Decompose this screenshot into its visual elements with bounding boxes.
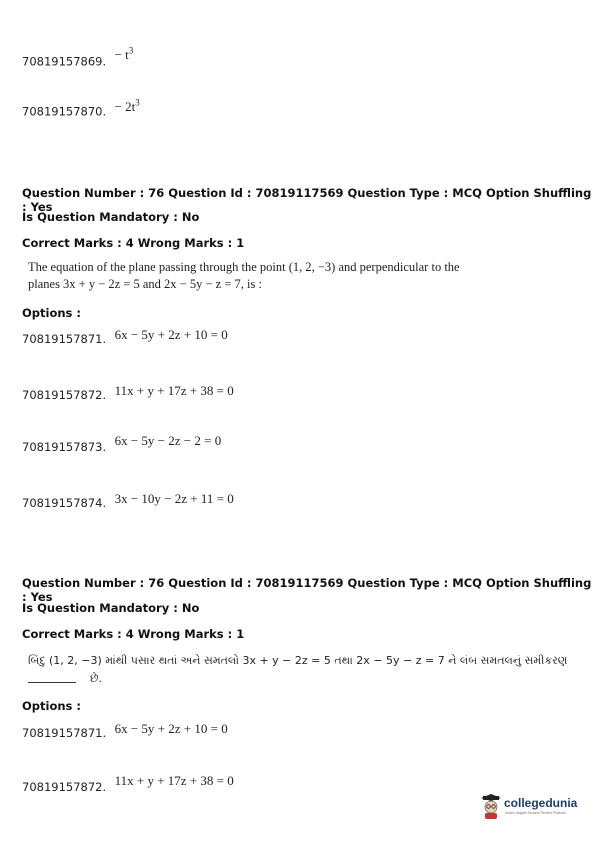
- collegedunia-logo: [480, 792, 580, 822]
- option-id: 70819157871.: [22, 332, 107, 346]
- question-header: Question Number : 76 Question Id : 70819117569 Question Type : MCQ Option Shuffling : Yes: [22, 186, 592, 214]
- option-row: [22, 721, 228, 742]
- option-id: 70819157872.: [22, 388, 107, 402]
- option-row: [22, 433, 222, 456]
- question-text-line: બિંદુ (1, 2, −3) માંથી પસાર થતાં અને સમતલો 3x + y − 2z = 5 તથા 2x − 5y − z = 7 ને લંબ સમતલનું સમીકરણ: [28, 654, 568, 667]
- option-expression: 11x + y + 17z + 38 = 0: [114, 773, 234, 788]
- question-text-line: planes 3x + y − 2z = 5 and 2x − 5y − z = 7, is :: [28, 277, 262, 291]
- options-label: Options :: [22, 306, 81, 320]
- option-row: [22, 327, 228, 348]
- option-expression: − t3: [114, 46, 134, 63]
- option-expression: 6x − 5y + 2z + 10 = 0: [114, 327, 228, 342]
- question-marks: Correct Marks : 4 Wrong Marks : 1: [22, 627, 245, 641]
- mascot-icon: [480, 794, 502, 820]
- answer-blank: [28, 682, 76, 683]
- option-row: [22, 491, 234, 512]
- options-label: Options :: [22, 699, 81, 713]
- option-expression: 6x − 5y − 2z − 2 = 0: [114, 433, 222, 448]
- question-mandatory: Is Question Mandatory : No: [22, 601, 200, 615]
- question-mandatory: Is Question Mandatory : No: [22, 210, 200, 224]
- option-id: 70819157871.: [22, 726, 107, 740]
- option-id: 70819157872.: [22, 780, 107, 794]
- question-text-line: છે.: [90, 672, 102, 685]
- question-text-line: The equation of the plane passing through the point (1, 2, −3) and perpendicular to the: [28, 260, 460, 274]
- option-expression: − 2t3: [114, 98, 140, 115]
- option-expression: 6x − 5y + 2z + 10 = 0: [114, 721, 228, 736]
- option-id: 70819157873.: [22, 440, 107, 454]
- option-id: 70819157870.: [22, 104, 107, 119]
- option-expression: 3x − 10y − 2z + 11 = 0: [114, 491, 234, 506]
- question-marks: Correct Marks : 4 Wrong Marks : 1: [22, 236, 245, 250]
- logo-tagline: India's largest Student Review Platform: [505, 811, 566, 815]
- option-id: 70819157869.: [22, 54, 107, 69]
- option-row: [22, 98, 140, 120]
- option-id: 70819157874.: [22, 496, 107, 510]
- option-row: [22, 383, 234, 404]
- question-header: Question Number : 76 Question Id : 70819117569 Question Type : MCQ Option Shuffling : Yes: [22, 576, 592, 604]
- option-expression: 11x + y + 17z + 38 = 0: [114, 383, 234, 398]
- logo-name: collegedunia: [504, 796, 578, 810]
- option-row: [22, 46, 134, 70]
- option-row: [22, 773, 234, 796]
